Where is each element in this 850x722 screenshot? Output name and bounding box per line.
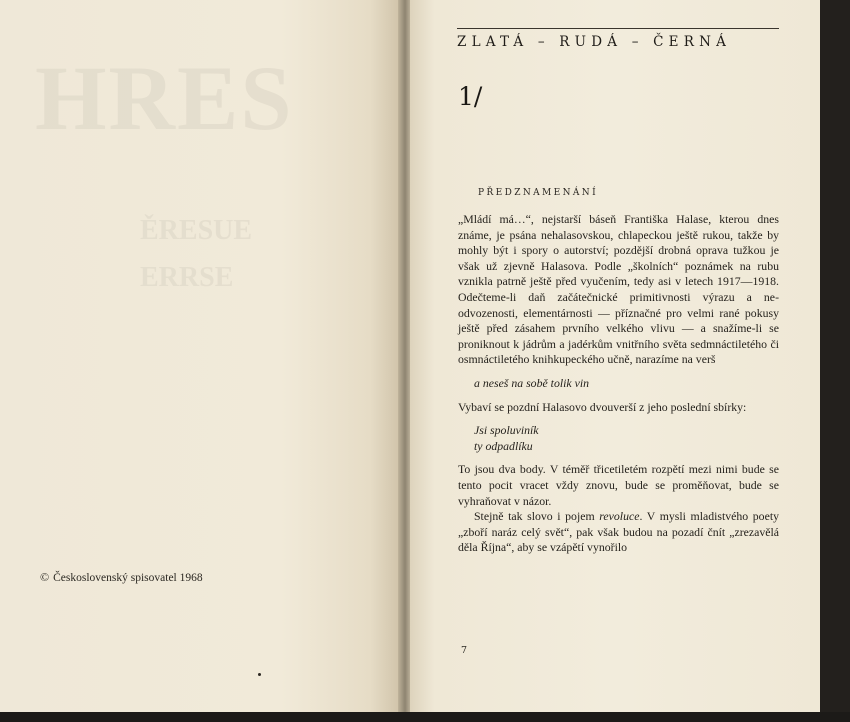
header-rule: [457, 28, 779, 29]
show-through-text: HRES: [35, 47, 294, 149]
text-run: Stejně tak slovo i pojem: [474, 509, 600, 524]
text-run: . V mysli mladistvého poety „zboří naráz celý svět“, pak však budou na pozadí čnít „zrezavělá děla Října“, aby se vzápětí vynořilo: [458, 509, 779, 555]
paragraph: „Mládí má…“, nejstarší báseň Františka Halase, kterou dnes známe, je psána nehalasovskou, chlapeckou ještě rukou, takže by mohly být i spory o autorství; pozdější drobná oprava tužkou je však už zjevně Halasova. Podle „školních“ poznámek na rubu vznikla patrně ještě před vyučením, tedy asi v letech 1917—1918. Odečteme-li daň začátečnické primitivnosti výrazu a neodvozenosti, elementárnosti — příznačné pro velmi rané pokusy ještě před zásahem prvního velkého vlivu — a snažíme-li se proniknout k jádrům a jadérkům vnitřního světa sedmnáctiletého či osmnáctiletého knihkupeckého učně, narazíme na verš: [458, 212, 779, 367]
chapter-number: 1/: [458, 82, 483, 111]
copyright-icon: ©: [40, 570, 50, 584]
running-title: ZLATÁ – RUDÁ – ČERNÁ: [457, 34, 732, 50]
verse-line: Jsi spoluviník: [474, 423, 539, 438]
section-title: PŘEDZNAMENÁNÍ: [478, 188, 599, 198]
verse-quote: [474, 376, 779, 392]
verse-line: ty odpadlíku: [474, 438, 533, 453]
copyright-notice: [40, 570, 203, 585]
verse-line: a neseš na sobě tolik vin: [474, 375, 589, 390]
book-edge: [0, 712, 850, 722]
emphasis: revoluce: [599, 509, 640, 524]
book-edge: [820, 0, 850, 722]
paragraph: [458, 509, 779, 556]
show-through-text: ERRSE: [140, 262, 234, 293]
paragraph: To jsou dva body. V téměř třicetiletém rozpětí mezi nimi bude se tento pocit vracet vždy znovu, bude se proměňovat, bude se vyhraňovat v názor.: [458, 462, 779, 508]
copyright-text: Československý spisovatel 1968: [53, 572, 203, 584]
left-page: [0, 0, 402, 716]
page-number: 7: [461, 645, 468, 656]
speck: [258, 673, 261, 676]
show-through-text: ĚRESUE: [140, 215, 253, 246]
verse-quote: [474, 423, 779, 454]
paragraph: Vybaví se pozdní Halasovo dvouverší z jeho poslední sbírky:: [458, 399, 747, 414]
body-text: [458, 212, 779, 556]
